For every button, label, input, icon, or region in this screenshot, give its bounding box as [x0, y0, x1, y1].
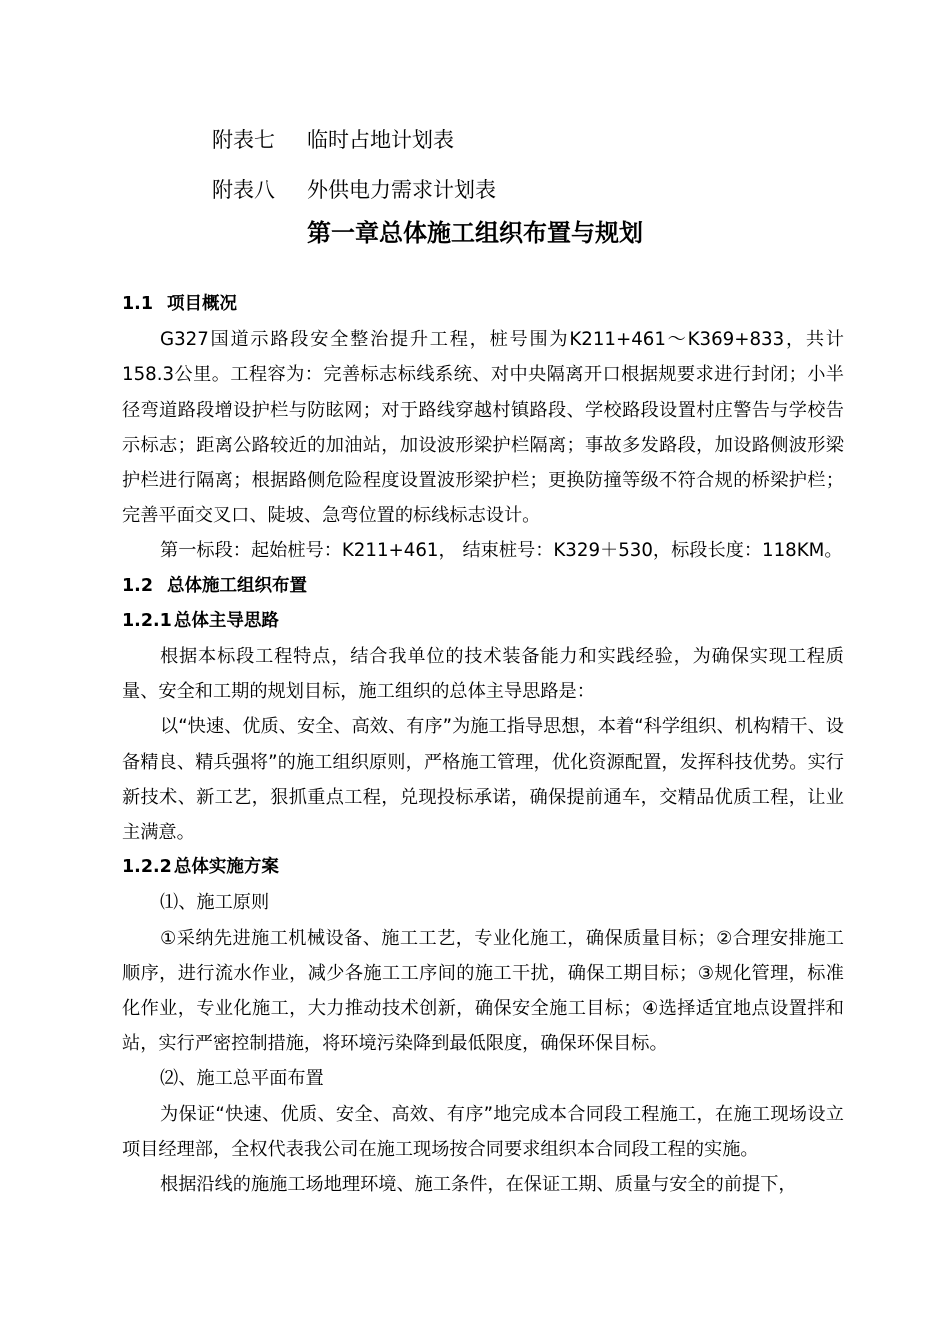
section-number: 1.2: [122, 575, 154, 596]
section-title: 项目概况: [167, 294, 238, 314]
section-heading-1-1: [122, 287, 844, 322]
site-layout-paragraph: 为保证“快速、优质、安全、高效、有序”地完成本合同段工程施工，在施工现场设立项目经理部，全权代表我公司在施工现场按合同要求组织本合同段工程的实施。: [122, 1103, 844, 1160]
project-overview-paragraph: G327国道示路段安全整治提升工程，桩号围为K211+461～K369+833，共计158.3公里。工程容为：完善标志标线系统、对中央隔离开口根据规要求进行封闭；小半径弯道路段增设护栏与防眩网；对于路线穿越村镇路段、学校路段设置村庄警告与学校告示标志；距离公路较近的加油站，加设波形梁护栏隔离；事故多发路段，加设路侧波形梁护栏进行隔离；根据路侧危险程度设置波形梁护栏；更换防撞等级不符合规的桥梁护栏；完善平面交叉口、陡坡、急弯位置的标线标志设计。: [122, 329, 844, 527]
appendix-number: 附表七: [212, 128, 275, 152]
appendix-number: 附表八: [212, 178, 275, 202]
section-title: 总体施工组织布置: [167, 575, 308, 596]
section-heading-1-2: [122, 569, 844, 604]
section-heading-1-2-1: [122, 604, 844, 639]
construction-principle-label: ⑴、施工原则: [160, 892, 270, 914]
appendix-title: 临时占地计划表: [307, 128, 454, 152]
section-title: 总体主导思路: [173, 610, 279, 631]
guiding-idea-paragraph: 根据本标段工程特点，结合我单位的技术装备能力和实践经验，为确保实现工程质量、安全和工期的规划目标，施工组织的总体主导思路是：: [122, 646, 844, 703]
section-heading-1-2-2: [122, 850, 844, 885]
bid-section-paragraph: 第一标段：起始桩号：K211+461， 结束桩号：K329＋530，标段长度：118KM。: [160, 540, 843, 562]
appendix-item-8: [212, 175, 496, 205]
construction-principle-paragraph: ①采纳先进施工机械设备、施工工艺，专业化施工，确保质量目标；②合理安排施工顺序，进行流水作业，减少各施工工序间的施工干扰，确保工期目标；③规化管理，标准化作业，专业化施工，大力推动技术创新，确保安全施工目标；④选择适宜地点设置拌和站，实行严密控制措施，将环境污染降到最低限度，确保环保目标。: [122, 927, 844, 1055]
chapter-title: 第一章总体施工组织布置与规划: [307, 219, 643, 247]
guiding-principle-paragraph: 以“快速、优质、安全、高效、有序”为施工指导思想，本着“科学组织、机构精干、设备精良、精兵强将”的施工组织原则，严格施工管理，优化资源配置，发挥科技优势。实行新技术、新工艺，狠抓重点工程，兑现投标承诺，确保提前通车，交精品优质工程，让业主满意。: [122, 716, 844, 844]
site-conditions-paragraph: 根据沿线的施施工场地理环境、施工条件，在保证工期、质量与安全的前提下，: [160, 1174, 797, 1196]
section-number: 1.2.2: [122, 857, 172, 878]
appendix-title: 外供电力需求计划表: [307, 178, 496, 202]
section-number: 1.1: [122, 294, 154, 314]
site-layout-label: ⑵、施工总平面布置: [160, 1068, 324, 1090]
section-title: 总体实施方案: [173, 857, 279, 878]
document-body: [122, 287, 844, 1202]
section-number: 1.2.1: [122, 610, 172, 631]
appendix-item-7: [212, 125, 454, 155]
